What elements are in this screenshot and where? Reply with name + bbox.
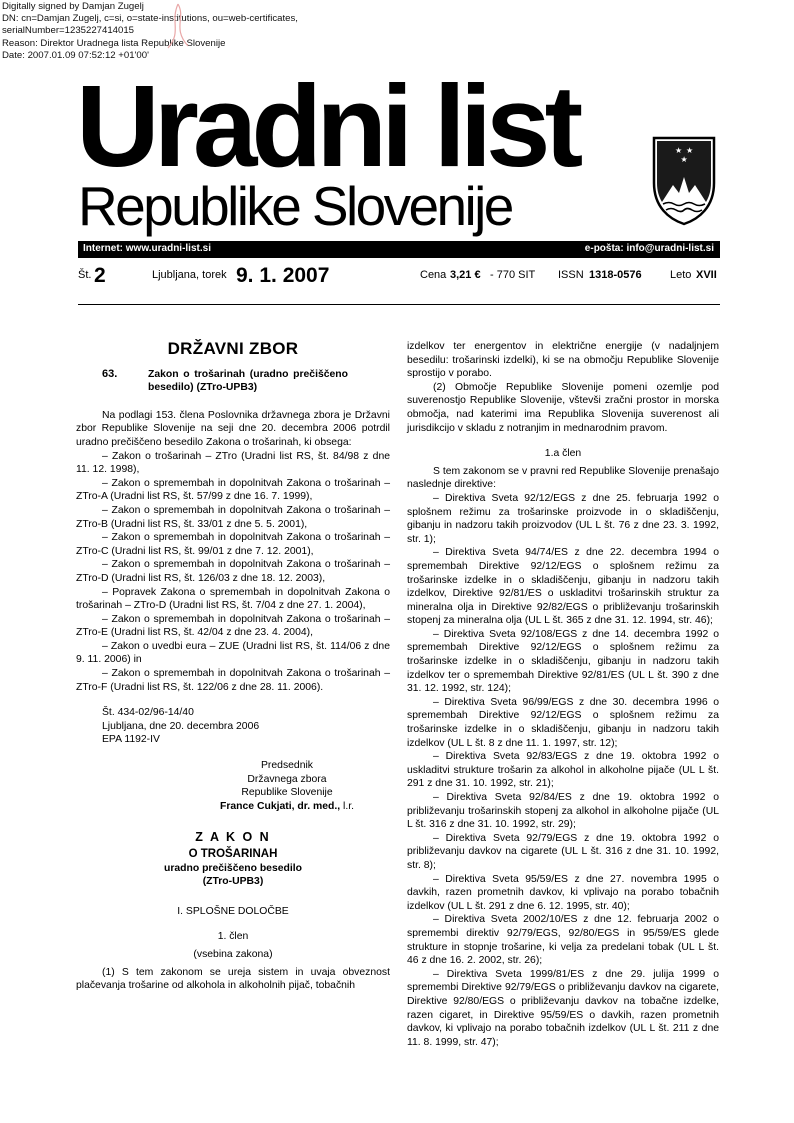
signature-line: Reason: Direktor Uradnega lista Republike Slovenije xyxy=(2,37,226,49)
masthead-contact-bar xyxy=(78,241,720,258)
reference-number: Št. 434-02/96-14/40 xyxy=(102,707,194,719)
signatory-name: France Cukjati, dr. med., xyxy=(220,800,341,812)
signature-line: Digitally signed by Damjan Zugelj xyxy=(2,1,144,12)
leto-value: XVII xyxy=(696,269,717,281)
article-heading: 1.a člen xyxy=(544,448,582,460)
list-item: – Zakon o spremembah in dopolnitvah Zakona o trošarinah – ZTro-E (Uradni list RS, št. 42/04 z dne 23. 4. 2004), xyxy=(76,613,390,639)
left-column xyxy=(76,338,390,993)
article-subtitle: (vsebina zakona) xyxy=(193,948,273,960)
svg-text:★: ★ xyxy=(680,155,688,164)
reference-epa: EPA 1192-IV xyxy=(102,734,160,746)
list-item: – Zakon o spremembah in dopolnitvah Zakona o trošarinah – ZTro-A (Uradni list RS, št. 57/99 z dne 16. 7. 1999), xyxy=(76,477,390,503)
signature-line: serialNumber=1235227414015 xyxy=(2,25,135,37)
signatory-title: Predsednik xyxy=(261,760,313,772)
digital-signature-block xyxy=(2,1,298,62)
section-heading: DRŽAVNI ZBOR xyxy=(167,339,299,358)
signatory-country: Republike Slovenije xyxy=(241,787,333,799)
list-item: – Direktiva Sveta 92/108/EGS z dne 14. decembra 1992 o spremembah Direktive 92/12/EGS o splošnem režimu za trošarinske izdelke in o skladiščenju, gibanju in nadzoru takih izdelkov ter o spremembah Direktive 92/81/ES (UL L št. 390 z dne 31. 12. 1992, str. 124); xyxy=(407,628,719,695)
issue-number: 2 xyxy=(94,264,106,287)
issue-line xyxy=(78,264,720,292)
issn-value: 1318-0576 xyxy=(589,269,642,281)
issue-date: 9. 1. 2007 xyxy=(236,264,330,287)
law-code: (ZTro-UPB3) xyxy=(202,876,264,888)
article-paragraph: (1) S tem zakonom se ureja sistem in uvaja obveznost plačevanja trošarine od alkohola in alkoholnih pijač, tobačnih xyxy=(76,966,390,992)
signature-line: Date: 2007.01.09 07:52:12 +01'00' xyxy=(2,49,149,61)
masthead-title: Uradni list xyxy=(76,61,578,191)
signature-check-icon xyxy=(158,2,194,50)
law-heading: Z A K O N xyxy=(195,830,271,845)
list-item: – Zakon o uvedbi eura – ZUE (Uradni list RS, št. 114/06 z dne 9. 11. 2006) in xyxy=(76,640,390,666)
signature-line: DN: cn=Damjan Zugelj, c=si, o=state-institutions, ou=web-certificates, xyxy=(2,13,298,25)
list-item: – Direktiva Sveta 2002/10/ES z dne 12. februarja 2002 o spremembi direktiv 92/79/EGS, 92/80/EGS in 95/59/ES glede strukture in stopnje trošarine, ki velja za predelani tobak (UL L št. 46 z dne 16. 2. 2002, str. 26); xyxy=(407,914,719,967)
slovenia-coat-of-arms-icon xyxy=(651,135,717,227)
continued-paragraph: izdelkov ter energentov in električne energije (v nadaljnjem besedilu: trošarinski izdelki), ki se na območju Republike Slovenije sprostijo v porabo. xyxy=(407,341,719,380)
masthead-subtitle: Republike Slovenije xyxy=(78,175,512,237)
list-item: – Zakon o spremembah in dopolnitvah Zakona o trošarinah – ZTro-C (Uradni list RS, št. 99/01 z dne 7. 12. 2001), xyxy=(76,532,390,557)
price-sit: - 770 SIT xyxy=(490,269,536,281)
law-subtitle: uradno prečiščeno besedilo xyxy=(163,862,302,874)
list-item: – Direktiva Sveta 92/79/EGS z dne 19. oktobra 1992 o približevanju davkov na cigarete (UL L št. 316 z dne 31. 10. 1992, str. 8); xyxy=(407,832,719,871)
reference-date: Ljubljana, dne 20. decembra 2006 xyxy=(102,720,260,732)
svg-text:★: ★ xyxy=(686,146,694,155)
email-link[interactable]: e-pošta: info@uradni-list.si xyxy=(584,243,714,254)
signatory-block xyxy=(184,759,390,813)
list-item: – Direktiva Sveta 95/59/ES z dne 27. novembra 1995 o davkih, razen prometnih davkov, ki vplivajo na porabo tobačnih izdelkov (UL L št. 291 z dne 6. 12. 1995, str. 40); xyxy=(407,873,719,912)
issue-place-day: Ljubljana, torek xyxy=(152,269,227,281)
reference-block xyxy=(76,706,390,747)
act-title: Zakon o trošarinah (uradno prečiščeno besedilo) (ZTro-UPB3) xyxy=(148,368,348,394)
signatory-lr: l.r. xyxy=(340,800,354,812)
article-heading: 1. člen xyxy=(217,931,249,943)
list-item: – Popravek Zakona o spremembah in dopolnitvah Zakona o trošarinah – ZTro-D (Uradni list RS, št. 7/04 z dne 27. 1. 2004), xyxy=(76,586,390,612)
list-item: – Zakon o spremembah in dopolnitvah Zakona o trošarinah – ZTro-B (Uradni list RS, št. 33/01 z dne 5. 5. 2001), xyxy=(76,504,390,530)
list-item: – Zakon o spremembah in dopolnitvah Zakona o trošarinah – ZTro-D (Uradni list RS, št. 126/03 z dne 18. 12. 2003), xyxy=(76,559,390,584)
list-item: – Direktiva Sveta 1999/81/ES z dne 29. julija 1999 o spremembi Direktive 92/79/EGS o približevanju davkov na cigarete, Direktive 92/80/EGS o približevanju davkov na tobačne izdelke, razen cigaret, in Direktive 95/59/ES o davkih, razen prometnih davkov, ki vplivajo na porabo tobačnih izdelkov (UL L št. 211 z dne 11. 8. 1999, str. 47); xyxy=(407,968,719,1048)
article-paragraph: (2) Območje Republike Slovenije pomeni ozemlje pod suverenostjo Republike Slovenije, vštevši zračni prostor in morska območja, nad katerimi ima Republika Slovenija suverenost ali jurisdikcijo v skladu z notranjim in mednarodnim pravom. xyxy=(407,381,719,434)
issn-label: ISSN xyxy=(558,269,584,281)
list-item: – Direktiva Sveta 92/83/EGS z dne 19. oktobra 1992 o uskladitvi strukture trošarin za alkohol in alkoholne pijače (UL L št. 291 z dne 31. 10. 1992, str. 21); xyxy=(407,751,719,790)
svg-text:★: ★ xyxy=(675,146,683,155)
intro-paragraph: S tem zakonom se v pravni red Republike Slovenije prenašajo naslednje direktive: xyxy=(407,465,719,491)
list-item: – Zakon o spremembah in dopolnitvah Zakona o trošarinah – ZTro-F (Uradni list RS, št. 122/06 z dne 28. 11. 2006). xyxy=(76,668,390,693)
list-item: – Zakon o trošarinah – ZTro (Uradni list RS, št. 84/98 z dne 11. 12. 1998), xyxy=(76,450,390,476)
issue-number-label: Št. xyxy=(78,269,92,281)
list-item: – Direktiva Sveta 92/12/EGS z dne 25. februarja 1992 o splošnem režimu za trošarinske proizvode in o skladiščenju, gibanju in nadzoru takih proizvodov (UL L št. 76 z dne 23. 3. 1992, str. 1); xyxy=(407,492,719,545)
act-heading xyxy=(76,368,390,395)
law-subject: O TROŠARINAH xyxy=(188,848,278,860)
list-item: – Direktiva Sveta 94/74/ES z dne 22. decembra 1994 o spremembah Direktive 92/12/EGS o splošnem režimu za trošarinske izdelke in o skladiščenju, gibanju in nadzoru takih izdelkov, Direktive 92/81/ES o uskladitvi trošarinskih struktur za mineralna olja in Direktive 92/82/EGS o približevanju trošarinskih stopenj za mineralna olja (UL L št. 365 z dne 31. 12. 1994, str. 46); xyxy=(407,547,719,627)
leto-label: Leto xyxy=(670,269,692,281)
intro-paragraph: Na podlagi 153. člena Poslovnika državnega zbora je Državni zbor Republike Slovenije na seji dne 20. decembra 2006 potrdil uradno prečiščeno besedilo Zakona o trošarinah, ki obsega: xyxy=(76,409,390,448)
price-eur: 3,21 € xyxy=(450,269,481,281)
header-divider xyxy=(78,304,720,305)
part-heading: I. SPLOŠNE DOLOČBE xyxy=(177,905,289,917)
act-number: 63. xyxy=(102,367,118,380)
price-label: Cena xyxy=(420,269,447,281)
right-column xyxy=(407,340,719,1049)
list-item: – Direktiva Sveta 92/84/ES z dne 19. oktobra 1992 o približevanju trošarinskih stopenj za alkohol in alkoholne pijače (UL L št. 316 z dne 31. 10. 1992, str. 29); xyxy=(407,792,719,831)
signatory-body: Državnega zbora xyxy=(247,773,327,785)
list-item: – Direktiva Sveta 96/99/EGS z dne 30. decembra 1996 o spremembah Direktive 92/12/EGS o splošnem režimu za trošarinske izdelke in o skladiščenju, gibanju in nadzoru takih izdelkov (UL L št. 8 z dne 11. 1. 1997, str. 12); xyxy=(407,696,719,749)
internet-link[interactable]: Internet: www.uradni-list.si xyxy=(83,243,211,254)
